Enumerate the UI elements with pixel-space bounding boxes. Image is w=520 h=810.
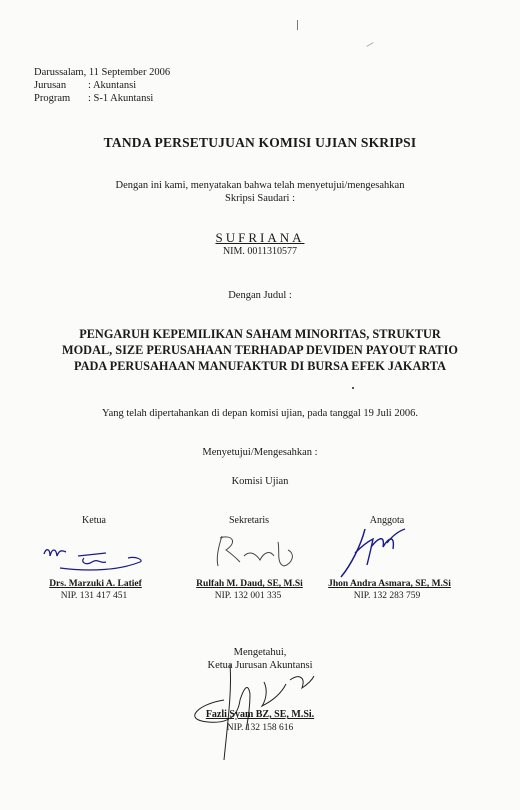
student-name: SUFRIANA <box>215 230 305 245</box>
scan-speck <box>352 387 354 389</box>
defended-text: Yang telah dipertahankan di depan komisi ujian, pada tanggal 19 Juli 2006. <box>102 408 418 419</box>
nip-anggota: NIP. 132 283 759 <box>353 591 421 601</box>
signature-sekretaris-image <box>200 530 310 575</box>
acknowledged-label: Mengetahui, <box>233 647 287 658</box>
scan-speck <box>366 42 373 47</box>
thesis-title-line-2: MODAL, SIZE PERUSAHAAN TERHADAP DEVIDEN PAYOUT RATIO <box>62 343 458 357</box>
intro-line-1: Dengan ini kami, menyatakan bahwa telah menyetujui/mengesahkan <box>115 180 405 191</box>
role-ketua: Ketua <box>82 515 106 526</box>
jurusan-value: : Akuntansi <box>88 80 137 91</box>
thesis-title-line-3: PADA PERUSAHAAN MANUFAKTUR DI BURSA EFEK JAKARTA <box>74 359 446 373</box>
role-sekretaris: Sekretaris <box>229 515 269 526</box>
jurusan-label: Jurusan <box>34 80 67 91</box>
place-date: Darussalam, 11 September 2006 <box>34 67 171 78</box>
acknowledged-role: Ketua Jurusan Akuntansi <box>207 660 313 671</box>
document-header <box>34 66 170 105</box>
scan-speck <box>297 20 298 30</box>
program-value: : S-1 Akuntansi <box>88 93 154 104</box>
acknowledged-name: Fazli Syam BZ, SE, M.Si. <box>205 709 315 720</box>
acknowledged-nip: NIP. 132 158 616 <box>226 723 294 733</box>
signature-anggota-image <box>335 525 415 580</box>
intro-line-2: Skripsi Saudari : <box>225 193 295 204</box>
nip-ketua: NIP. 131 417 451 <box>60 591 128 601</box>
committee-label: Komisi Ujian <box>231 476 289 487</box>
judul-label: Dengan Judul : <box>228 290 292 301</box>
name-ketua: Drs. Marzuki A. Latief <box>49 579 142 589</box>
nip-sekretaris: NIP. 132 001 335 <box>214 591 282 601</box>
program-label: Program <box>34 93 71 104</box>
thesis-title-line-1: PENGARUH KEPEMILIKAN SAHAM MINORITAS, STRUKTUR <box>79 327 441 341</box>
signature-ketua-image <box>40 538 160 578</box>
approval-label: Menyetujui/Mengesahkan : <box>202 447 318 458</box>
student-nim: NIM. 0011310577 <box>222 246 298 257</box>
document-title: TANDA PERSETUJUAN KOMISI UJIAN SKRIPSI <box>103 135 417 150</box>
program-row <box>34 92 170 105</box>
role-anggota: Anggota <box>369 515 405 526</box>
jurusan-row <box>34 79 170 92</box>
name-anggota: Jhon Andra Asmara, SE, M.Si <box>328 579 451 589</box>
name-sekretaris: Rulfah M. Daud, SE, M.Si <box>196 579 303 589</box>
